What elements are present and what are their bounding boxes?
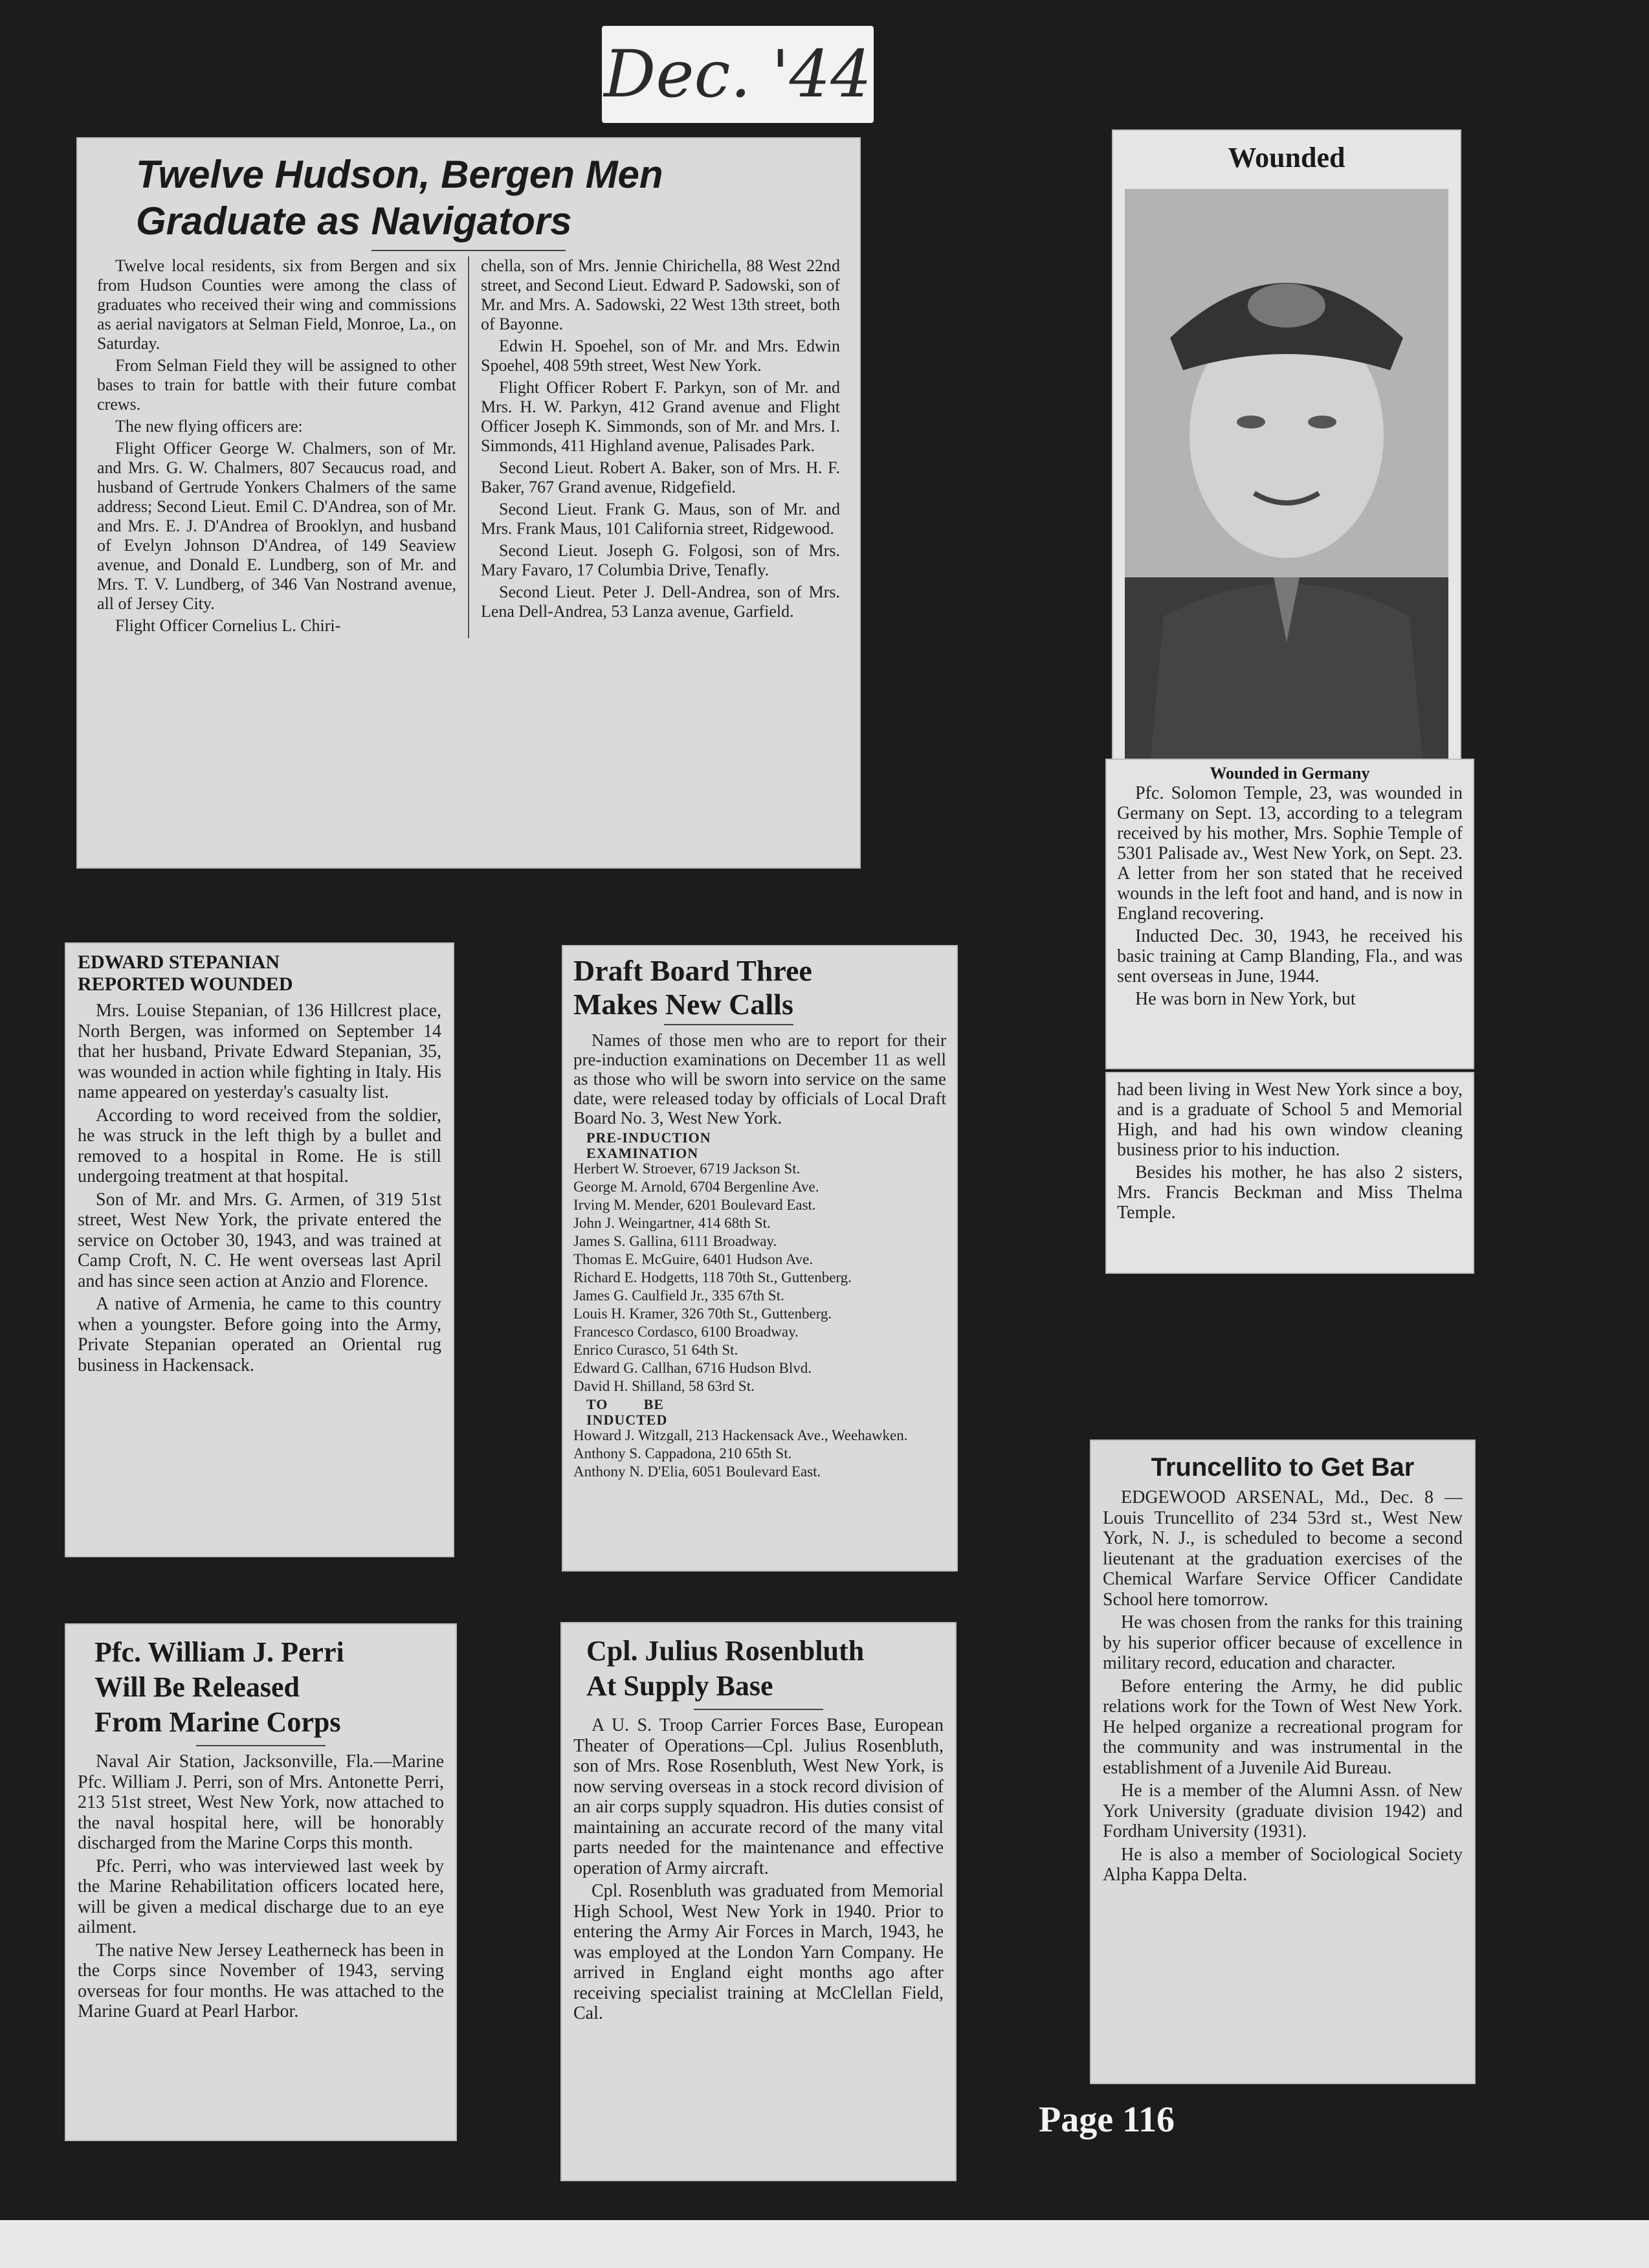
wounded-p5: Besides his mother, he has also 2 sisters, Mrs. Francis Beckman and Miss Thelma Temple. [1117, 1162, 1463, 1223]
navigators-headline-2: Graduate as Navigators [136, 199, 572, 243]
rosenbluth-p1: A U. S. Troop Carrier Forces Base, European Theater of Operations—Cpl. Julius Rosenbluth, son of Mrs. Rose Rosenbluth, West New York, is now serving overseas in a stock record division of an air corps supply squadron. His duties consist of maintaining an accurate record of the many vital parts needed for the maintenance and effective operation of Army aircraft. [573, 1715, 944, 1878]
wounded-p2: Inducted Dec. 30, 1943, he received his basic training at Camp Blanding, Fla., and was sent overseas in June, 1944. [1117, 926, 1463, 986]
truncellito-p5: He is also a member of Sociological Society Alpha Kappa Delta. [1103, 1844, 1463, 1885]
draft-headline-1: Draft Board Three [573, 954, 812, 987]
perri-headline-2: Will Be Released [94, 1671, 300, 1703]
clipping-truncellito [1090, 1440, 1476, 2084]
stepanian-headline-1: EDWARD STEPANIAN [78, 951, 280, 973]
column-divider [468, 256, 469, 638]
clipping-wounded-text-1 [1105, 759, 1474, 1069]
perri-p1: Naval Air Station, Jacksonville, Fla.—Marine Pfc. William J. Perri, son of Mrs. Antonette Perri, 213 51st street, West New York, now attached to the naval hospital here, will be honorably discharged from the Marine Corps this month. [78, 1751, 444, 1853]
stepanian-p1: Mrs. Louise Stepanian, of 136 Hillcrest place, North Bergen, was informed on September 14 that her husband, Private Edward Stepanian, 35, was wounded in action while fighting in Italy. His name appeared on yesterday's casualty list. [78, 1001, 441, 1102]
rosenbluth-p2: Cpl. Rosenbluth was graduated from Memorial High School, West New York in 1940. Prior to entering the Army Air Forces in March, 1943, he was employed at the London Yarn Company. He arrived in England eight months ago after receiving specialist training at McClellan Field, Cal. [573, 1881, 944, 2023]
navigators-columns [97, 256, 840, 638]
soldier-portrait-photo [1125, 189, 1448, 759]
truncellito-p3: Before entering the Army, he did public relations work for the Town of West New York. He helped organize a recreational program for the community and was instrumental in the establishment of a Juvenile Aid Bureau. [1103, 1676, 1463, 1778]
draft-list-1 [573, 1161, 946, 1394]
rosenbluth-rule [694, 1709, 823, 1710]
draft-list-item: Herbert W. Stroever, 6719 Jackson St. [573, 1161, 801, 1177]
draft-list-item: Anthony S. Cappadona, 210 65th St. [573, 1445, 792, 1462]
navigators-p9: Second Lieut. Robert A. Baker, son of Mrs. H. F. Baker, 767 Grand avenue, Ridgefield. [481, 458, 840, 496]
navigators-p3: The new flying officers are: [115, 417, 303, 436]
draft-list-item: Louis H. Kramer, 326 70th St., Guttenberg. [573, 1306, 832, 1322]
clipping-navigators [76, 137, 861, 869]
stepanian-p4: A native of Armenia, he came to this country when a youngster. Before going into the Army, Private Stepanian operated an Oriental rug business in Hackensack. [78, 1294, 441, 1375]
draft-list-item: John J. Weingartner, 414 68th St. [573, 1215, 771, 1231]
wounded-p1: Pfc. Solomon Temple, 23, was wounded in Germany on Sept. 13, according to a telegram received by his mother, Mrs. Sophie Temple of 5301 Palisade av., West New York, on Sept. 23. A letter from her son stated that he received wounds in the left foot and hand, and is now in England recovering. [1117, 783, 1463, 924]
draft-list-2 [573, 1428, 946, 1480]
navigators-p11: Second Lieut. Joseph G. Folgosi, son of Mrs. Mary Favaro, 17 Columbia Drive, Tenafly. [481, 541, 840, 579]
clipping-rosenbluth [560, 1622, 957, 2181]
navigators-p12: Second Lieut. Peter J. Dell-Andrea, son of Mrs. Lena Dell-Andrea, 53 Lanza avenue, Garfield. [481, 583, 840, 621]
truncellito-headline: Truncellito to Get Bar [1151, 1453, 1415, 1482]
draft-section-2: TO BE INDUCTED [586, 1396, 668, 1428]
draft-list-item: Anthony N. D'Elia, 6051 Boulevard East. [573, 1463, 821, 1480]
draft-list-item: Richard E. Hodgetts, 118 70th St., Guttenberg. [573, 1269, 852, 1285]
page-number: Page 116 [1039, 2100, 1175, 2140]
stepanian-headline-2: REPORTED WOUNDED [78, 973, 293, 995]
clipping-draft-board [562, 945, 958, 1572]
draft-body [573, 1030, 946, 1480]
perri-headline-1: Pfc. William J. Perri [94, 1636, 344, 1668]
draft-list-item: James S. Gallina, 6111 Broadway. [573, 1233, 777, 1249]
rosenbluth-headline-2: At Supply Base [586, 1670, 773, 1702]
draft-section-1: PRE-INDUCTION EXAMINATION [586, 1129, 711, 1161]
rosenbluth-headline-1: Cpl. Julius Rosenbluth [586, 1635, 865, 1667]
perri-p3: The native New Jersey Leatherneck has been in the Corps since November of 1943, serving overseas for four months. He was attached to the Marine Guard at Pearl Harbor. [78, 1940, 444, 2021]
navigators-p10: Second Lieut. Frank G. Maus, son of Mr. and Mrs. Frank Maus, 101 California street, Ridgewood. [481, 500, 840, 538]
draft-rule [664, 1024, 793, 1025]
wounded-p3: He was born in New York, but [1135, 989, 1356, 1009]
perri-headline-3: From Marine Corps [94, 1706, 341, 1738]
perri-rule [196, 1745, 326, 1746]
truncellito-p2: He was chosen from the ranks for this training by his superior officer because of excellence in military record, education and character. [1103, 1612, 1463, 1673]
draft-list-item: Francesco Cordasco, 6100 Broadway. [573, 1324, 799, 1340]
wounded-photo-label: Wounded [1228, 142, 1345, 173]
clipping-stepanian [65, 942, 454, 1557]
navigators-p1: Twelve local residents, six from Bergen and six from Hudson Counties were among the class of graduates who received their wing and commissions as aerial navigators at Selman Field, Monroe, La., on Saturday. [97, 256, 456, 353]
perri-p2: Pfc. Perri, who was interviewed last week by the Marine Rehabilitation officers located here, will be given a medical discharge due to an eye ailment. [78, 1856, 444, 1937]
wounded-body-2 [1117, 1080, 1463, 1223]
handwritten-date-note: Dec. '44 [602, 26, 874, 123]
clipping-wounded-text-2 [1105, 1072, 1474, 1274]
navigators-p8: Flight Officer Robert F. Parkyn, son of Mr. and Mrs. H. W. Parkyn, 412 Grand avenue and Flight Officer Joseph K. Simmonds, son of Mr. and Mrs. I. Simmonds, 411 Highland avenue, Palisades Park. [481, 378, 840, 455]
navigators-headline-1: Twelve Hudson, Bergen Men [136, 153, 663, 196]
navigators-rule [371, 250, 566, 251]
navigators-p4: Flight Officer George W. Chalmers, son of Mr. and Mrs. G. W. Chalmers, 807 Secaucus road, and husband of Gertrude Yonkers Chalmers of the same address; Second Lieut. Emil C. D'Andrea, son of Mr. and Mrs. E. J. D'Andrea of Brooklyn, and husband of Evelyn Johnson D'Andrea, of 149 Seaview avenue, and Donald E. Lundberg, son of Mr. and Mrs. T. V. Lundberg, of 346 Van Nostrand avenue, all of Jersey City. [97, 439, 456, 613]
truncellito-p1: EDGEWOOD ARSENAL, Md., Dec. 8 — Louis Truncellito of 234 53rd st., West New York, N. J., is scheduled to become a second lieutenant at the graduation exercises of the Chemical Warfare Service Officer Candidate School here tomorrow. [1103, 1487, 1463, 1610]
soldier-portrait-drawing [1125, 189, 1448, 759]
draft-list-item: Irving M. Mender, 6201 Boulevard East. [573, 1197, 816, 1213]
truncellito-body [1103, 1487, 1463, 1885]
wounded-subhead: Wounded in Germany [1210, 764, 1370, 783]
navigators-col-2 [481, 256, 840, 638]
truncellito-p4: He is a member of the Alumni Assn. of New York University (graduate division 1942) and Fordham University (1931). [1103, 1781, 1463, 1841]
draft-list-item: Edward G. Callhan, 6716 Hudson Blvd. [573, 1360, 812, 1376]
navigators-p5: Flight Officer Cornelius L. Chiri- [115, 616, 341, 635]
navigators-p6: chella, son of Mrs. Jennie Chirichella, 88 West 22nd street, and Second Lieut. Edward P. Sadowski, son of Mr. and Mrs. A. Sadowski, 22 West 13th street, both of Bayonne. [481, 256, 840, 333]
stepanian-body [78, 1001, 441, 1375]
draft-list-item: James G. Caulfield Jr., 335 67th St. [573, 1287, 784, 1304]
rosenbluth-body [573, 1715, 944, 2024]
wounded-body-1 [1117, 783, 1463, 1009]
draft-list-item: Howard J. Witzgall, 213 Hackensack Ave., Weehawken. [573, 1427, 908, 1443]
draft-headline-2: Makes New Calls [573, 988, 793, 1021]
draft-list-item: Enrico Curasco, 51 64th St. [573, 1342, 738, 1358]
stepanian-p3: Son of Mr. and Mrs. G. Armen, of 319 51st street, West New York, the private entered the service on October 30, 1943, and was trained at Camp Croft, N. C. He went overseas last April and has since seen action at Anzio and Florence. [78, 1189, 441, 1291]
stepanian-p2: According to word received from the soldier, he was struck in the left thigh by a bullet and removed to a hospital in Rome. He is still undergoing treatment at that hospital. [78, 1105, 441, 1186]
draft-list-item: George M. Arnold, 6704 Bergenline Ave. [573, 1179, 819, 1195]
perri-body [78, 1751, 444, 2022]
page-bottom-edge [0, 2220, 1649, 2268]
navigators-col-1 [97, 256, 456, 638]
draft-intro: Names of those men who are to report for their pre-induction examinations on December 11 as well as those who will be sworn into service on the same date, were released today by officials of Local Draft Board No. 3, West New York. [573, 1030, 946, 1128]
clipping-wounded-photo [1112, 129, 1461, 764]
wounded-p4: had been living in West New York since a boy, and is a graduate of School 5 and Memorial High, and had his own window cleaning business prior to his induction. [1117, 1080, 1463, 1160]
draft-list-item: David H. Shilland, 58 63rd St. [573, 1378, 755, 1394]
navigators-p7: Edwin H. Spoehel, son of Mr. and Mrs. Edwin Spoehel, 408 59th street, West New York. [481, 337, 840, 375]
draft-list-item: Thomas E. McGuire, 6401 Hudson Ave. [573, 1251, 813, 1267]
navigators-p2: From Selman Field they will be assigned to other bases to train for battle with their future combat crews. [97, 356, 456, 414]
clipping-perri [65, 1623, 457, 2141]
